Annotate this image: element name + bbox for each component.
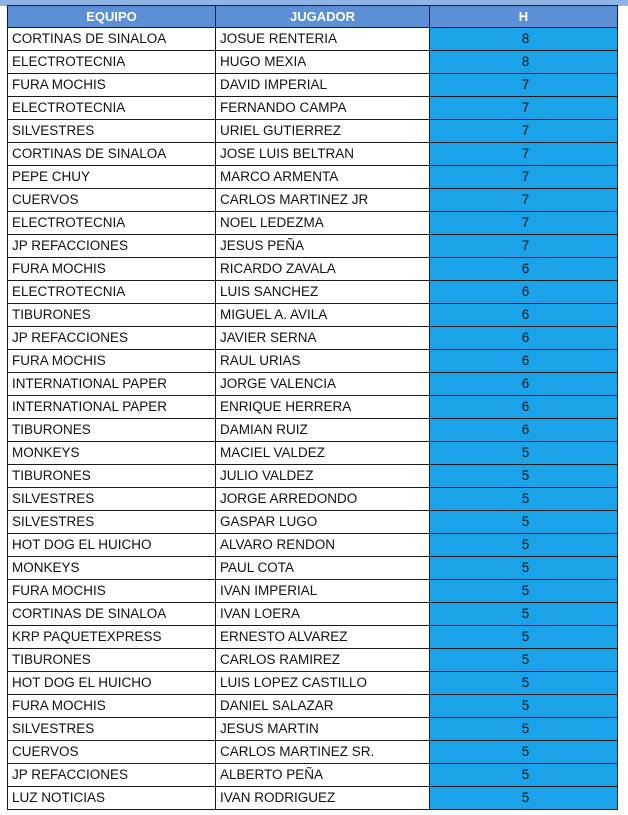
cell-equipo: LUZ NOTICIAS (8, 787, 216, 810)
cell-equipo: ELECTROTECNIA (8, 212, 216, 235)
cell-equipo: JP REFACCIONES (8, 327, 216, 350)
table-row (8, 235, 618, 258)
table-row (8, 741, 618, 764)
table-row (8, 695, 618, 718)
cell-h: 5 (430, 718, 618, 741)
cell-jugador: JOSE LUIS BELTRAN (216, 143, 430, 166)
hits-leaderboard-table (7, 5, 618, 810)
table-row (8, 419, 618, 442)
cell-h: 7 (430, 235, 618, 258)
table-row (8, 143, 618, 166)
cell-equipo: CORTINAS DE SINALOA (8, 603, 216, 626)
table-row (8, 327, 618, 350)
cell-jugador: HUGO MEXIA (216, 51, 430, 74)
cell-h: 8 (430, 51, 618, 74)
cell-equipo: TIBURONES (8, 465, 216, 488)
table-row (8, 74, 618, 97)
cell-equipo: MONKEYS (8, 442, 216, 465)
cell-jugador: CARLOS MARTINEZ SR. (216, 741, 430, 764)
cell-equipo: TIBURONES (8, 304, 216, 327)
cell-equipo: SILVESTRES (8, 488, 216, 511)
table-row (8, 603, 618, 626)
table-row (8, 442, 618, 465)
cell-equipo: FURA MOCHIS (8, 580, 216, 603)
cell-h: 5 (430, 695, 618, 718)
cell-h: 5 (430, 534, 618, 557)
cell-equipo: CUERVOS (8, 741, 216, 764)
cell-equipo: FURA MOCHIS (8, 74, 216, 97)
header-row (8, 6, 618, 28)
cell-jugador: JOSUE RENTERIA (216, 28, 430, 51)
cell-h: 5 (430, 649, 618, 672)
cell-h: 5 (430, 741, 618, 764)
cell-h: 5 (430, 557, 618, 580)
cell-equipo: FURA MOCHIS (8, 258, 216, 281)
cell-h: 7 (430, 97, 618, 120)
cell-jugador: LUIS LOPEZ CASTILLO (216, 672, 430, 695)
cell-h: 6 (430, 350, 618, 373)
table-row (8, 534, 618, 557)
table-row (8, 189, 618, 212)
table-row (8, 258, 618, 281)
cell-equipo: INTERNATIONAL PAPER (8, 396, 216, 419)
cell-jugador: CARLOS RAMIREZ (216, 649, 430, 672)
table-row (8, 281, 618, 304)
table-row (8, 120, 618, 143)
header-jugador: JUGADOR (216, 6, 430, 28)
cell-jugador: IVAN LOERA (216, 603, 430, 626)
cell-equipo: JP REFACCIONES (8, 764, 216, 787)
cell-jugador: ENRIQUE HERRERA (216, 396, 430, 419)
cell-jugador: RAUL URIAS (216, 350, 430, 373)
cell-equipo: SILVESTRES (8, 718, 216, 741)
table-row (8, 557, 618, 580)
cell-equipo: INTERNATIONAL PAPER (8, 373, 216, 396)
table-row (8, 511, 618, 534)
cell-equipo: ELECTROTECNIA (8, 281, 216, 304)
cell-equipo: KRP PAQUETEXPRESS (8, 626, 216, 649)
cell-h: 5 (430, 672, 618, 695)
cell-equipo: ELECTROTECNIA (8, 97, 216, 120)
table-row (8, 97, 618, 120)
cell-jugador: JESUS PEÑA (216, 235, 430, 258)
cell-equipo: SILVESTRES (8, 511, 216, 534)
cell-h: 6 (430, 373, 618, 396)
cell-jugador: DANIEL SALAZAR (216, 695, 430, 718)
table-row (8, 672, 618, 695)
cell-h: 7 (430, 189, 618, 212)
table-row (8, 51, 618, 74)
cell-jugador: DAMIAN RUIZ (216, 419, 430, 442)
table-row (8, 28, 618, 51)
table-row (8, 166, 618, 189)
cell-h: 5 (430, 442, 618, 465)
cell-jugador: JULIO VALDEZ (216, 465, 430, 488)
table-row (8, 488, 618, 511)
table-row (8, 626, 618, 649)
cell-h: 5 (430, 787, 618, 810)
table-row (8, 212, 618, 235)
table-row (8, 718, 618, 741)
cell-h: 8 (430, 28, 618, 51)
cell-jugador: ALBERTO PEÑA (216, 764, 430, 787)
cell-equipo: SILVESTRES (8, 120, 216, 143)
cell-equipo: ELECTROTECNIA (8, 51, 216, 74)
cell-jugador: LUIS SANCHEZ (216, 281, 430, 304)
cell-h: 7 (430, 143, 618, 166)
cell-equipo: CORTINAS DE SINALOA (8, 28, 216, 51)
cell-jugador: NOEL LEDEZMA (216, 212, 430, 235)
cell-h: 6 (430, 304, 618, 327)
cell-equipo: FURA MOCHIS (8, 350, 216, 373)
cell-jugador: JORGE ARREDONDO (216, 488, 430, 511)
cell-jugador: PAUL COTA (216, 557, 430, 580)
cell-jugador: DAVID IMPERIAL (216, 74, 430, 97)
cell-jugador: IVAN RODRIGUEZ (216, 787, 430, 810)
table-row (8, 350, 618, 373)
cell-h: 5 (430, 511, 618, 534)
cell-h: 6 (430, 396, 618, 419)
table-row (8, 787, 618, 810)
cell-h: 5 (430, 603, 618, 626)
table-row (8, 304, 618, 327)
cell-equipo: TIBURONES (8, 649, 216, 672)
table-row (8, 396, 618, 419)
cell-jugador: RICARDO ZAVALA (216, 258, 430, 281)
table-row (8, 580, 618, 603)
cell-jugador: JESUS MARTIN (216, 718, 430, 741)
cell-jugador: MIGUEL A. AVILA (216, 304, 430, 327)
cell-h: 5 (430, 488, 618, 511)
header-h: H (430, 6, 618, 28)
cell-equipo: TIBURONES (8, 419, 216, 442)
cell-jugador: MACIEL VALDEZ (216, 442, 430, 465)
cell-equipo: PEPE CHUY (8, 166, 216, 189)
cell-jugador: JORGE VALENCIA (216, 373, 430, 396)
cell-h: 5 (430, 465, 618, 488)
cell-jugador: CARLOS MARTINEZ JR (216, 189, 430, 212)
cell-jugador: URIEL GUTIERREZ (216, 120, 430, 143)
cell-equipo: MONKEYS (8, 557, 216, 580)
cell-h: 5 (430, 764, 618, 787)
table-row (8, 373, 618, 396)
cell-equipo: CUERVOS (8, 189, 216, 212)
cell-h: 6 (430, 327, 618, 350)
table-header (8, 6, 618, 28)
cell-equipo: JP REFACCIONES (8, 235, 216, 258)
cell-jugador: IVAN IMPERIAL (216, 580, 430, 603)
cell-h: 6 (430, 281, 618, 304)
cell-jugador: ALVARO RENDON (216, 534, 430, 557)
cell-equipo: HOT DOG EL HUICHO (8, 534, 216, 557)
cell-jugador: GASPAR LUGO (216, 511, 430, 534)
cell-equipo: CORTINAS DE SINALOA (8, 143, 216, 166)
header-equipo: EQUIPO (8, 6, 216, 28)
cell-h: 7 (430, 212, 618, 235)
table-row (8, 764, 618, 787)
cell-h: 5 (430, 580, 618, 603)
cell-h: 6 (430, 419, 618, 442)
cell-h: 7 (430, 74, 618, 97)
cell-h: 5 (430, 626, 618, 649)
cell-h: 7 (430, 166, 618, 189)
table-row (8, 465, 618, 488)
table-row (8, 649, 618, 672)
cell-jugador: ERNESTO ALVAREZ (216, 626, 430, 649)
cell-jugador: FERNANDO CAMPA (216, 97, 430, 120)
cell-h: 7 (430, 120, 618, 143)
table-body (8, 28, 618, 810)
cell-jugador: MARCO ARMENTA (216, 166, 430, 189)
cell-jugador: JAVIER SERNA (216, 327, 430, 350)
cell-h: 6 (430, 258, 618, 281)
cell-equipo: HOT DOG EL HUICHO (8, 672, 216, 695)
cell-equipo: FURA MOCHIS (8, 695, 216, 718)
